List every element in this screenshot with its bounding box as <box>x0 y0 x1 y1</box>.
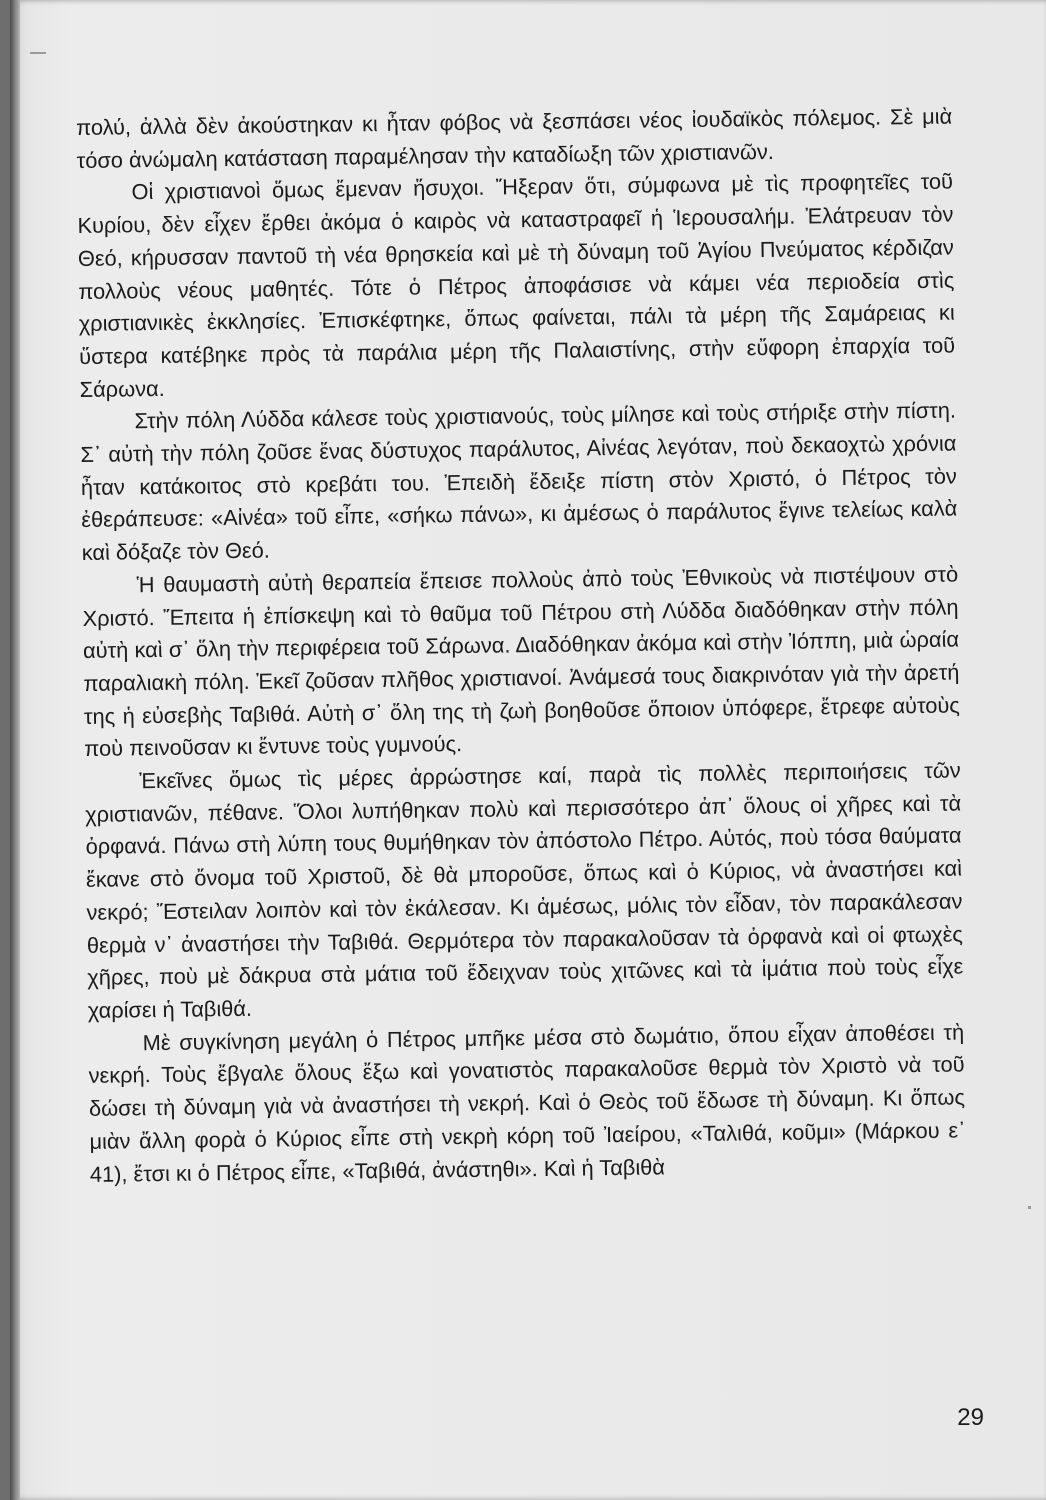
paragraph-4: Ἡ θαυμαστὴ αὐτὴ θεραπεία ἔπεισε πολλοὺς ἀπὸ τοὺς Ἐθνικοὺς νὰ πιστέψουν στὸ Χριστό. Ἔπειτα ἡ ἐπίσκεψη καὶ τὸ θαῦμα τοῦ Πέτρου στὴ Λύδδα διαδόθηκαν στὴν πόλη αὐτὴ καὶ σ᾽ ὅλη τὴν περιφέρεια τοῦ Σάρωνα. Διαδόθηκαν ἀκόμα καὶ στὴν Ἰόππη, μιὰ ὡραία παραλιακὴ πόλη. Ἐκεῖ ζοῦσαν πλῆθος χριστιανοί. Ἀνάμεσά τους διακρινόταν γιὰ τὴν ἀρετή της ἡ εὐσεβὴς Ταβιθά. Αὐτὴ σ᾽ ὅλη της τὴ ζωὴ βοηθοῦσε ὅποιον ὑπόφερε, ἔτρεφε αὐτοὺς ποὺ πεινοῦσαν κι ἔντυνε τοὺς γυμνούς. <box>82 561 960 762</box>
book-binding-edge <box>10 0 20 1500</box>
paragraph-5: Ἐκεῖνες ὅμως τὶς μέρες ἀρρώστησε καί, παρὰ τὶς πολλὲς περιποιήσεις τῶν χριστιανῶν, πέθανε. Ὅλοι λυπήθηκαν πολὺ καὶ περισσότερο ἀπ᾽ ὅλους οἱ χῆρες καὶ τὰ ὀρφανά. Πάνω στὴ λύπη τους θυμήθηκαν τὸν ἀπόστολο Πέτρο. Αὐτός, ποὺ τόσα θαύματα ἔκανε στὸ ὄνομα τοῦ Χριστοῦ, δὲ θὰ μποροῦσε, ὅπως καὶ ὁ Κύριος, νὰ ἀναστήσει καὶ νεκρό; Ἔστειλαν λοιπὸν καὶ τὸν ἐκάλεσαν. Κι ἀμέσως, μόλις τὸν εἶδαν, τὸν παρακάλεσαν θερμὰ ν᾽ ἀναστήσει τὴν Ταβιθά. Θερμότερα τὸν παρακαλοῦσαν τὰ ὀρφανὰ καὶ οἱ φτωχὲς χῆρες, ποὺ μὲ δάκρυα στὰ μάτια τοῦ ἔδειχναν τοὺς χιτῶνες καὶ τὰ ἱμάτια ποὺ τοὺς εἶχε χαρίσει ἡ Ταβιθά. <box>85 757 964 1023</box>
paragraph-2: Οἱ χριστιανοὶ ὅμως ἔμεναν ἥσυχοι. Ἤξεραν ὅτι, σύμφωνα μὲ τὶς προφητεῖες τοῦ Κυρίου, δὲν εἶχεν ἔρθει ἀκόμα ὁ καιρὸς νὰ καταστραφεῖ ἡ Ἱερουσαλήμ. Ἐλάτρευαν τὸν Θεό, κήρυσσαν παντοῦ τὴ νέα θρησκεία καὶ μὲ τὴ δύναμη τοῦ Ἁγίου Πνεύματος κέρδιζαν πολλοὺς νέους μαθητές. Τότε ὁ Πέτρος ἀποφάσισε νὰ κάμει νέα περιοδεία στὶς χριστιανικὲς ἐκκλησίες. Ἐπισκέφτηκε, ὅπως φαίνεται, πάλι τὰ μέρη τῆς Σαμάρειας κι ὕστερα κατέβηκε πρὸς τὰ παράλια μέρη τῆς Παλαιστίνης, στὴν εὔφορη ἐπαρχία τοῦ Σάρωνα. <box>77 168 956 402</box>
paragraph-6: Μὲ συγκίνηση μεγάλη ὁ Πέτρος μπῆκε μέσα στὸ δωμάτιο, ὅπου εἶχαν ἀποθέσει τὴ νεκρή. Τοὺς ἔβγαλε ὅλους ἔξω καὶ γονατιστὸς παρακαλοῦσε θερμὰ τὸν Χριστὸ νὰ τοῦ δώσει τὴ δύναμη γιὰ νὰ ἀναστήσει τὴ νεκρή. Καὶ ὁ Θεὸς τοῦ ἔδωσε τὴ δύναμη. Κι ὅπως μιὰν ἄλλη φορὰ ὁ Κύριος εἶπε στὴ νεκρὴ κόρη τοῦ Ἰαείρου, «Ταλιθά, κοῦμι» (Μάρκου ε᾽ 41), ἔτσι κι ὁ Πέτρος εἶπε, «Ταβιθά, ἀνάστηθι». Καὶ ἡ Ταβιθὰ <box>88 1019 966 1187</box>
paragraph-1: πολύ, ἀλλὰ δὲν ἀκούστηκαν κι ἦταν φόβος νὰ ξεσπάσει νέος ἰουδαϊκὸς πόλεμος. Σὲ μιὰ τόσο ἀνώμαλη κατάσταση παραμέλησαν τὴν καταδίωξη τῶν χριστιανῶν. <box>76 103 953 173</box>
page-number: 29 <box>957 1404 984 1431</box>
scan-mark <box>1028 1206 1031 1209</box>
body-text <box>76 101 966 1192</box>
book-page <box>10 0 1046 1500</box>
scan-mark <box>30 52 46 54</box>
paragraph-3: Στὴν πόλη Λύδδα κάλεσε τοὺς χριστιανούς, τοὺς μίλησε καὶ τοὺς στήριξε στὴν πίστη. Σ᾽ αὐτὴ τὴν πόλη ζοῦσε ἕνας δύστυχος παράλυτος, Αἰνέας λεγόταν, ποὺ δεκαοχτὼ χρόνια ἦταν κατάκοιτος στὸ κρεβάτι του. Ἐπειδὴ ἔδειξε πίστη στὸν Χριστό, ὁ Πέτρος τὸν ἐθεράπευσε: «Αἰνέα» τοῦ εἶπε, «σήκω πάνω», κι ἀμέσως ὁ παράλυτος ἔγινε τελείως καλὰ καὶ δόξαζε τὸν Θεό. <box>80 397 958 566</box>
